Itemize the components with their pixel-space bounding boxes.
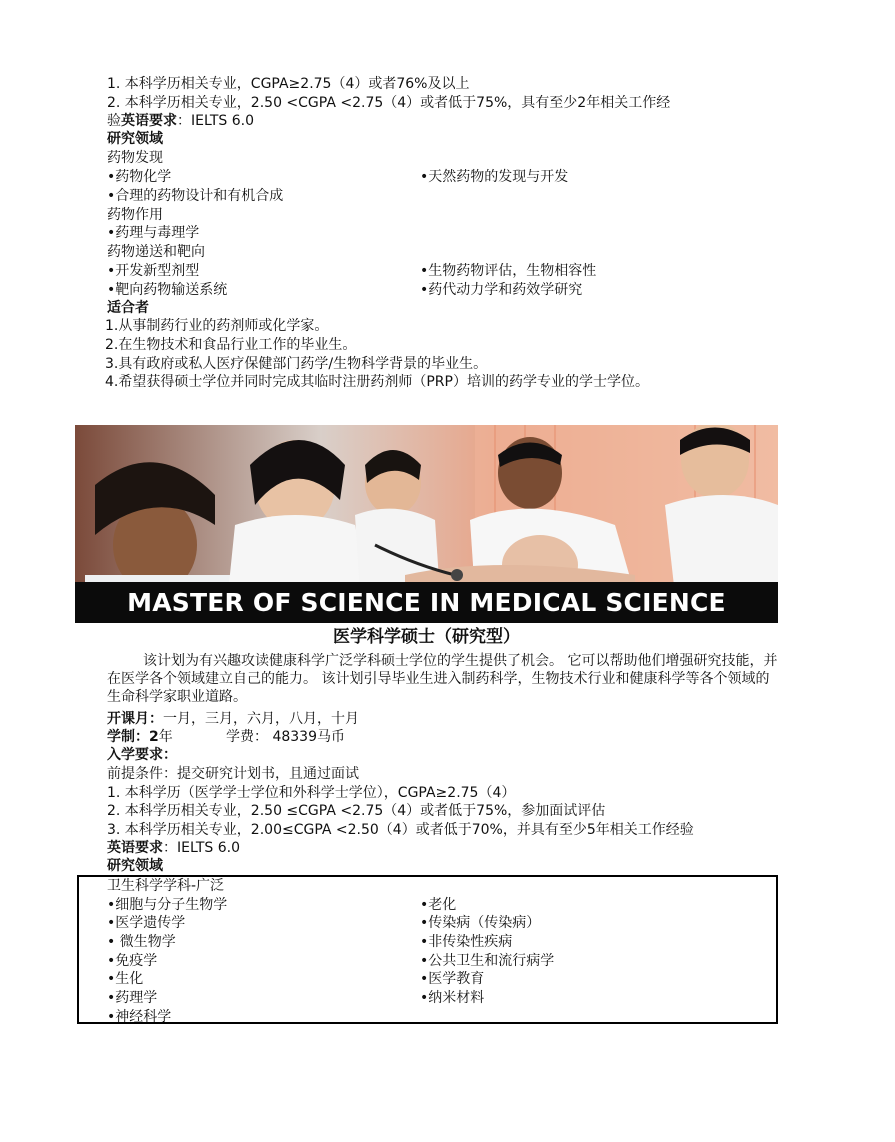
entry-requirement-3: 3. 本科学历相关专业，2.00≤CGPA <2.50（4）或者低于70%，并具有至少5年相关工作经验 bbox=[107, 822, 694, 838]
entry-requirement-1: 1. 本科学历（医学学士学位和外科学士学位），CGPA≥2.75（4） bbox=[107, 785, 516, 801]
entry-requirement-2: 2. 本科学历相关专业，2.50 ≤CGPA <2.75（4）或者低于75%，参加面试评估 bbox=[107, 803, 606, 819]
duration-number: 2 bbox=[149, 729, 159, 745]
research-area-drug-delivery: 药物递送和靶向 bbox=[107, 244, 205, 260]
research-item: •药代动力学和药效学研究 bbox=[420, 282, 583, 298]
research-item: •生物药物评估，生物相容性 bbox=[420, 263, 597, 279]
english-requirement-value: ：IELTS 6.0 bbox=[177, 113, 254, 129]
fee-label: 学费： bbox=[226, 729, 268, 745]
fee bbox=[226, 728, 345, 746]
research-item: •免疫学 bbox=[107, 953, 158, 969]
research-item: •药物化学 bbox=[107, 169, 172, 185]
english-requirement bbox=[107, 839, 240, 857]
fee-value: 48339马币 bbox=[272, 729, 345, 745]
research-item: •神经科学 bbox=[107, 1009, 172, 1025]
research-item: •开发新型剂型 bbox=[107, 263, 200, 279]
suitable-heading: 适合者 bbox=[107, 300, 149, 316]
entry-requirements-heading: 入学要求： bbox=[107, 747, 177, 763]
banner-title: MASTER OF SCIENCE IN MEDICAL SCIENCE bbox=[75, 582, 778, 623]
research-area-drug-discovery: 药物发现 bbox=[107, 150, 163, 166]
duration-label: 学制： bbox=[107, 729, 149, 745]
entry-requirement-2: 2. 本科学历相关专业，2.50 <CGPA <2.75（4）或者低于75%，具有至少2年相关工作经 bbox=[107, 95, 671, 111]
research-item: •非传染性疾病 bbox=[420, 934, 513, 950]
english-requirement-label: 英语要求 bbox=[121, 113, 177, 129]
english-requirement-value: ：IELTS 6.0 bbox=[163, 840, 240, 856]
programme-intro: 该计划为有兴趣攻读健康科学广泛学科硕士学位的学生提供了机会。 它可以帮助他们增强研究技能，并在医学各个领域建立自己的能力。 该计划引导毕业生进入制药科学，生物技术行业和健康科学等各个领域的生命科学家职业道路。 bbox=[107, 653, 778, 705]
duration-unit: 年 bbox=[158, 729, 173, 745]
research-areas-heading: 研究领域 bbox=[107, 131, 163, 147]
research-discipline-heading: 卫生科学学科-广泛 bbox=[107, 878, 225, 894]
research-item: •细胞与分子生物学 bbox=[107, 897, 228, 913]
research-item: •医学遗传学 bbox=[107, 915, 186, 931]
entry-requirement-1: 1. 本科学历相关专业，CGPA≥2.75（4）或者76%及以上 bbox=[107, 76, 470, 92]
research-item: • 微生物学 bbox=[107, 934, 176, 950]
research-item: •药理学 bbox=[107, 990, 158, 1006]
programme-banner bbox=[75, 425, 778, 623]
research-item: •天然药物的发现与开发 bbox=[420, 169, 569, 185]
research-item: •公共卫生和流行病学 bbox=[420, 953, 555, 969]
research-item: •医学教育 bbox=[420, 971, 485, 987]
english-requirement-label: 英语要求 bbox=[107, 840, 163, 856]
suitable-item: 2.在生物技术和食品行业工作的毕业生。 bbox=[105, 337, 357, 353]
research-item: •老化 bbox=[420, 897, 457, 913]
intake-label: 开课月： bbox=[107, 711, 163, 727]
research-item: •靶向药物输送系统 bbox=[107, 282, 228, 298]
research-item: •生化 bbox=[107, 971, 144, 987]
english-requirement-prefix: 验 bbox=[107, 113, 121, 129]
suitable-item: 4.希望获得硕士学位并同时完成其临时注册药剂师（PRP）培训的药学专业的学士学位。 bbox=[105, 374, 649, 390]
suitable-item: 3.具有政府或私人医疗保健部门药学/生物科学背景的毕业生。 bbox=[105, 356, 488, 372]
english-requirement bbox=[107, 112, 254, 130]
research-areas-heading: 研究领域 bbox=[107, 858, 163, 874]
research-item: •纳米材料 bbox=[420, 990, 485, 1006]
research-item: •合理的药物设计和有机合成 bbox=[107, 188, 284, 204]
prerequisite: 前提条件：提交研究计划书，且通过面试 bbox=[107, 766, 359, 782]
research-item: •传染病（传染病） bbox=[420, 915, 541, 931]
intake-months bbox=[107, 710, 359, 728]
research-area-drug-action: 药物作用 bbox=[107, 207, 163, 223]
duration-fee bbox=[107, 728, 173, 746]
suitable-item: 1.从事制药行业的药剂师或化学家。 bbox=[105, 318, 329, 334]
intake-value: 一月，三月，六月，八月，十月 bbox=[163, 711, 359, 727]
programme-title: 医学科学硕士（研究型） bbox=[333, 627, 520, 647]
research-item: •药理与毒理学 bbox=[107, 225, 200, 241]
